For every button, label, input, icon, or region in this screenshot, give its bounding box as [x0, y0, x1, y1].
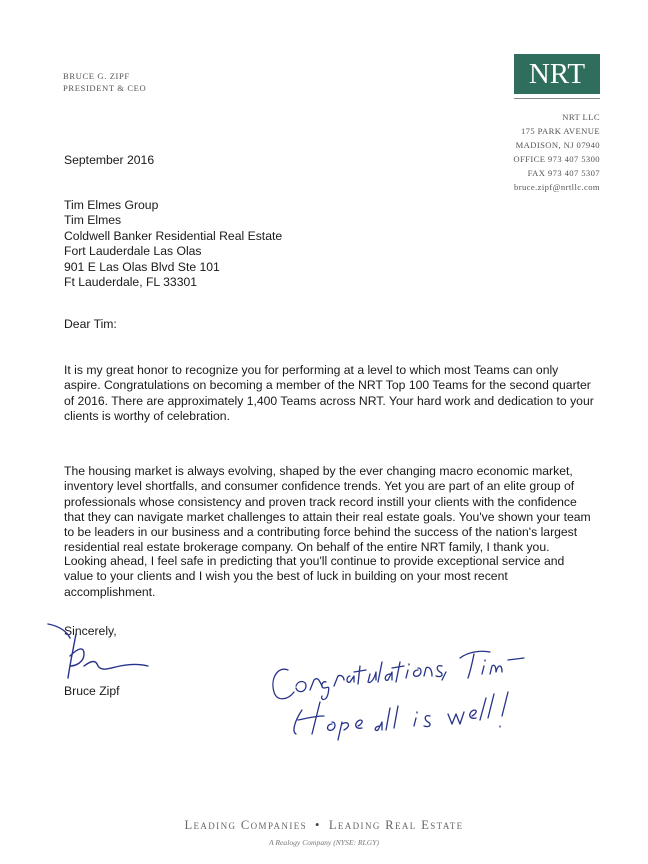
company-address — [513, 110, 600, 194]
body-paragraph-2: The housing market is always evolving, shaped by the ever changing macro economic market, inventory level shortfalls, and consumer confidence trends. Yet you are part of an elite group of professionals whose consistency and proven track record instill your clients with the confidence that they can navigate market challenges to attain their real estate goals. You've shown your team to be leaders in our business and a contributing force behind the success of the nation's largest residential real estate brokerage company. On behalf of the entire NRT family, I thank you. — [64, 464, 591, 555]
footer-bullet: • — [315, 818, 321, 832]
sender-name: BRUCE G. ZIPF — [63, 71, 130, 81]
recipient-line: Fort Lauderdale Las Olas — [64, 244, 202, 259]
recipient-line: Tim Elmes — [64, 213, 122, 228]
recipient-line: 901 E Las Olas Blvd Ste 101 — [64, 259, 220, 274]
body-paragraph-1: It is my great honor to recognize you for performing at a level to which most Teams can only aspire. Congratulations on becoming a member of the NRT Top 100 Teams for the second quarter of 2016. There are approximately 1,400 Teams across NRT. Your hard work and dedication to your clients is worthy of celebration. — [64, 363, 594, 423]
company-email: bruce.zipf@nrtllc.com — [514, 182, 600, 192]
company-fax: FAX 973 407 5307 — [527, 168, 600, 178]
salutation: Dear Tim: — [64, 317, 117, 331]
recipient-block — [64, 198, 282, 290]
handwritten-note-image — [262, 636, 532, 746]
logo-divider — [514, 98, 600, 99]
recipient-line: Ft Lauderdale, FL 33301 — [64, 275, 198, 290]
company-street: 175 PARK AVENUE — [520, 126, 600, 136]
closing: Sincerely, — [64, 624, 117, 638]
letter-date: September 2016 — [64, 153, 155, 167]
company-name: NRT LLC — [562, 112, 600, 122]
signer-name: Bruce Zipf — [64, 684, 120, 698]
logo-text: NRT — [528, 57, 586, 90]
company-logo — [514, 54, 600, 94]
footer-subline: A Realogy Company (NYSE: RLGY) — [269, 838, 379, 847]
recipient-line: Tim Elmes Group — [64, 198, 159, 212]
company-city: MADISON, NJ 07940 — [515, 140, 600, 150]
footer-tagline — [0, 818, 648, 833]
company-office-phone: OFFICE 973 407 5300 — [513, 154, 600, 164]
sender-block — [63, 70, 146, 94]
footer-right: Leading Real Estate — [328, 818, 464, 832]
sender-title: PRESIDENT & CEO — [63, 83, 147, 93]
recipient-line: Coldwell Banker Residential Real Estate — [64, 228, 283, 243]
footer-left: Leading Companies — [184, 818, 308, 832]
signature-image — [40, 616, 160, 686]
body-paragraph-3: Looking ahead, I feel safe in predicting that you'll continue to provide exceptional service and value to your clients and I wish you the best of luck in building on your most recent accomplishment. — [64, 554, 565, 599]
